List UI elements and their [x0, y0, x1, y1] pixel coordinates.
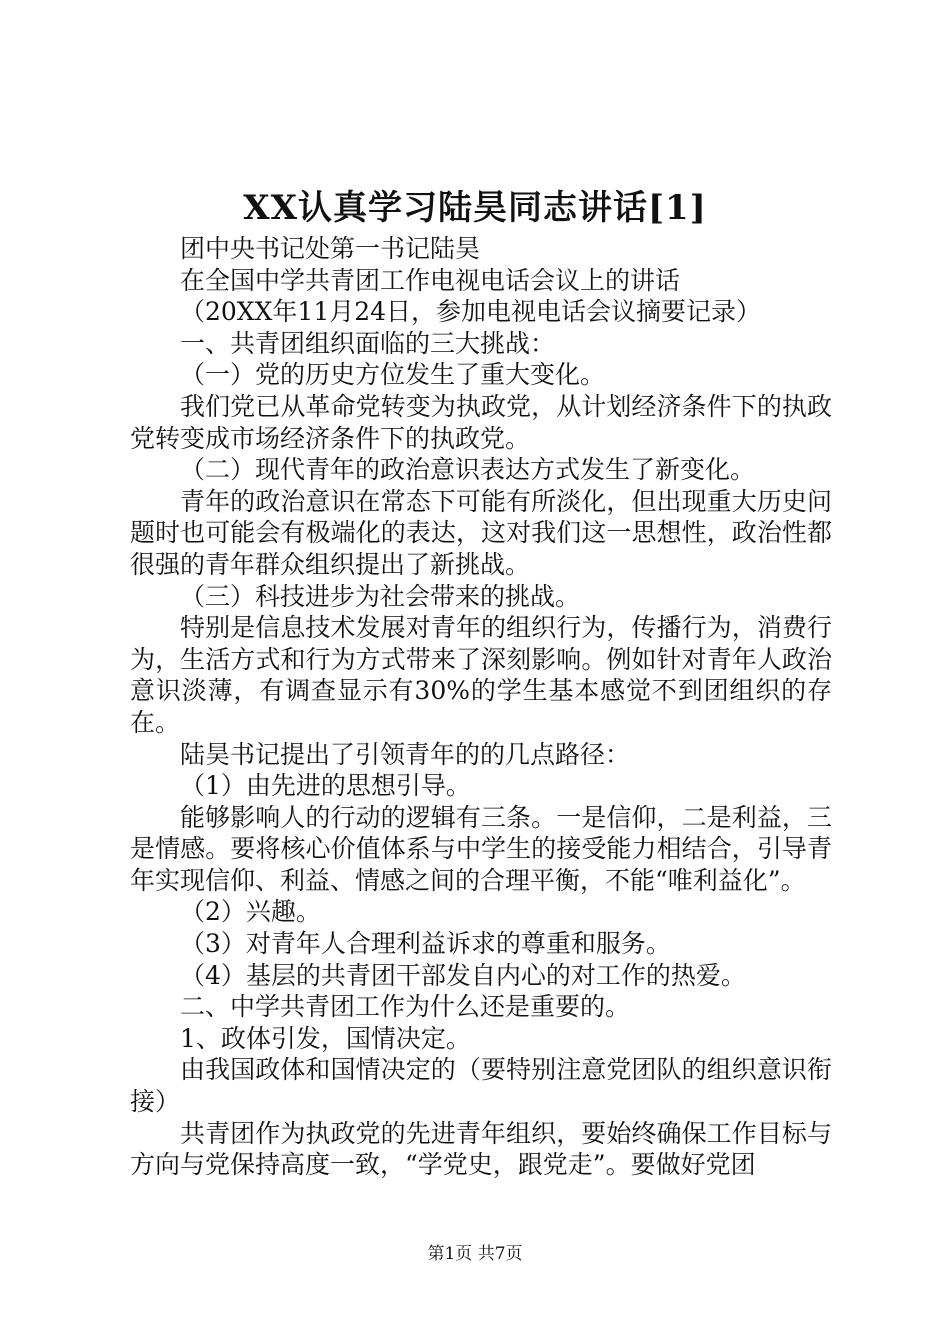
paragraph-9: （三）科技进步为社会带来的挑战。	[180, 581, 581, 611]
paragraph-13: 能够影响人的行动的逻辑有三条。一是信仰，二是利益，三是情感。要将核心价值体系与中学生的接受能力相结合，引导青年实现信仰、利益、情感之间的合理平衡，不能“唯利益化”。	[130, 802, 832, 895]
paragraph-18: 1、政体引发，国情决定。	[180, 1023, 471, 1053]
paragraph-2: 在全国中学共青团工作电视电话会议上的讲话	[180, 265, 681, 295]
paragraph-20: 共青团作为执政党的先进青年组织，要始终确保工作目标与方向与党保持高度一致，“学党史，跟党走”。要做好党团	[130, 1118, 832, 1180]
paragraph-8: 青年的政治意识在常态下可能有所淡化，但出现重大历史问题时也可能会有极端化的表达，这对我们这一思想性，政治性都很强的青年群众组织提出了新挑战。	[130, 486, 832, 579]
paragraph-19: 由我国政体和国情决定的（要特别注意党团队的组织意识衔接）	[130, 1055, 832, 1117]
paragraph-3: （20XX年11月24日，参加电视电话会议摘要记录）	[180, 297, 762, 327]
paragraph-4: 一、共青团组织面临的三大挑战：	[180, 328, 556, 358]
page-footer: 第1页 共7页	[427, 1244, 523, 1264]
paragraph-14: （2）兴趣。	[180, 897, 321, 927]
document-body	[130, 233, 832, 1181]
paragraph-16: （4）基层的共青团干部发自内心的对工作的热爱。	[180, 960, 746, 990]
paragraph-1: 团中央书记处第一书记陆昊	[180, 234, 481, 263]
paragraph-10: 特别是信息技术发展对青年的组织行为，传播行为，消费行为，生活方式和行为方式带来了深刻影响。例如针对青年人政治意识淡薄，有调查显示有30%的学生基本感觉不到团组织的存在。	[130, 613, 832, 737]
paragraph-15: （3）对青年人合理利益诉求的尊重和服务。	[180, 929, 671, 959]
paragraph-11: 陆昊书记提出了引领青年的的几点路径：	[180, 739, 631, 769]
paragraph-17: 二、中学共青团工作为什么还是重要的。	[180, 992, 631, 1022]
paragraph-6: 我们党已从革命党转变为执政党，从计划经济条件下的执政党转变成市场经济条件下的执政党。	[130, 391, 832, 453]
paragraph-7: （二）现代青年的政治意识表达方式发生了新变化。	[180, 455, 756, 485]
paragraph-5: （一）党的历史方位发生了重大变化。	[180, 360, 606, 390]
document-title: XX认真学习陆昊同志讲话[1]	[243, 188, 707, 228]
paragraph-12: （1）由先进的思想引导。	[180, 771, 471, 801]
